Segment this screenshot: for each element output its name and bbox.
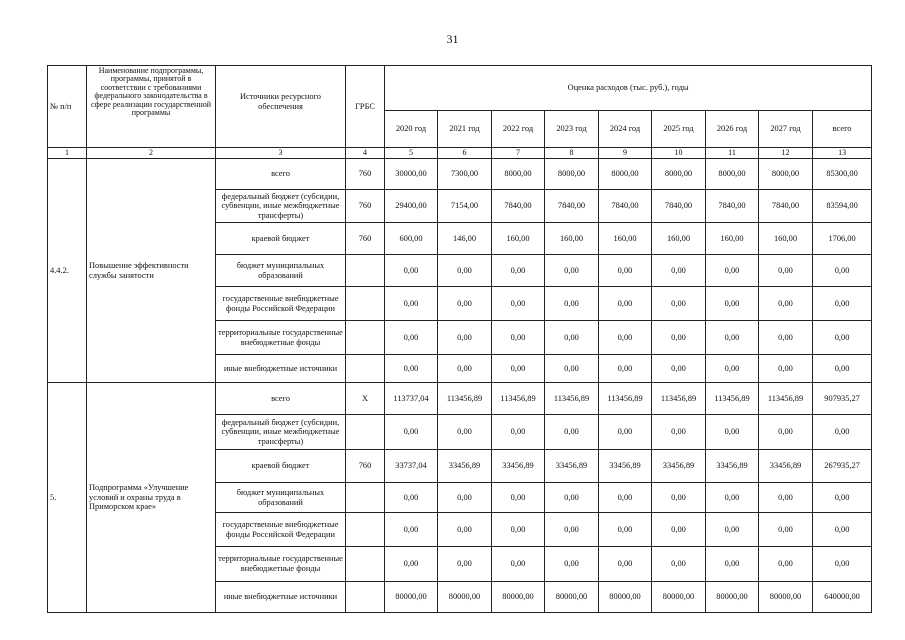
grbs-code: X xyxy=(346,383,385,415)
total-cell: 0,00 xyxy=(813,415,872,450)
expense-cell: 0,00 xyxy=(706,355,759,383)
header-year: 2025 год xyxy=(652,111,706,148)
expense-cell: 0,00 xyxy=(599,547,652,582)
expense-cell: 80000,00 xyxy=(759,582,813,613)
total-cell: 267935,27 xyxy=(813,450,872,483)
expense-cell: 0,00 xyxy=(385,415,438,450)
expense-cell: 80000,00 xyxy=(492,582,545,613)
total-cell: 640000,00 xyxy=(813,582,872,613)
expense-cell: 160,00 xyxy=(545,223,599,255)
funding-source: федеральный бюджет (субсидии, субвенции, иные межбюджетные трансферты) xyxy=(216,190,346,223)
expense-cell: 160,00 xyxy=(599,223,652,255)
expense-cell: 29400,00 xyxy=(385,190,438,223)
grbs-code xyxy=(346,255,385,287)
header-year: 2024 год xyxy=(599,111,652,148)
expense-cell: 33456,89 xyxy=(706,450,759,483)
expense-cell: 8000,00 xyxy=(545,159,599,190)
expense-cell: 7154,00 xyxy=(438,190,492,223)
funding-source: иные внебюджетные источники xyxy=(216,355,346,383)
expense-cell: 0,00 xyxy=(385,513,438,547)
header-year: 2027 год xyxy=(759,111,813,148)
column-number: 3 xyxy=(216,148,346,159)
expense-cell: 33456,89 xyxy=(652,450,706,483)
total-cell: 0,00 xyxy=(813,255,872,287)
expense-cell: 0,00 xyxy=(599,415,652,450)
grbs-code xyxy=(346,415,385,450)
grbs-code: 760 xyxy=(346,190,385,223)
funding-source: бюджет муниципальных образований xyxy=(216,483,346,513)
grbs-code: 760 xyxy=(346,450,385,483)
row-number: 4.4.2. xyxy=(48,159,87,383)
expense-cell: 0,00 xyxy=(652,547,706,582)
expense-cell: 0,00 xyxy=(492,255,545,287)
expense-cell: 0,00 xyxy=(652,513,706,547)
expense-cell: 0,00 xyxy=(599,287,652,321)
column-number: 4 xyxy=(346,148,385,159)
expense-cell: 0,00 xyxy=(652,255,706,287)
total-cell: 85300,00 xyxy=(813,159,872,190)
page-number: 31 xyxy=(446,32,459,46)
expense-cell: 33737,04 xyxy=(385,450,438,483)
expense-cell: 0,00 xyxy=(545,287,599,321)
expense-cell: 7840,00 xyxy=(759,190,813,223)
expense-cell: 0,00 xyxy=(545,483,599,513)
total-cell: 907935,27 xyxy=(813,383,872,415)
expense-cell: 33456,89 xyxy=(599,450,652,483)
expense-cell: 33456,89 xyxy=(759,450,813,483)
row-number: 5. xyxy=(48,383,87,613)
expense-cell: 0,00 xyxy=(545,547,599,582)
expense-cell: 0,00 xyxy=(759,255,813,287)
column-number: 8 xyxy=(545,148,599,159)
expense-cell: 0,00 xyxy=(652,483,706,513)
table-row xyxy=(48,383,872,415)
total-cell: 0,00 xyxy=(813,483,872,513)
expense-cell: 7840,00 xyxy=(706,190,759,223)
expense-cell: 0,00 xyxy=(706,513,759,547)
program-name: Подпрограмма «Улучшение условий и охраны труда в Приморском крае» xyxy=(87,383,216,613)
funding-source: территориальные государственные внебюджетные фонды xyxy=(216,321,346,355)
expense-cell: 160,00 xyxy=(706,223,759,255)
header-year: 2021 год xyxy=(438,111,492,148)
expense-cell: 0,00 xyxy=(759,355,813,383)
column-number: 13 xyxy=(813,148,872,159)
expense-cell: 33456,89 xyxy=(492,450,545,483)
expense-cell: 160,00 xyxy=(492,223,545,255)
expense-cell: 0,00 xyxy=(599,255,652,287)
expense-cell: 0,00 xyxy=(492,287,545,321)
expense-cell: 0,00 xyxy=(545,513,599,547)
expense-cell: 7840,00 xyxy=(652,190,706,223)
expense-cell: 80000,00 xyxy=(385,582,438,613)
expense-cell: 0,00 xyxy=(545,321,599,355)
expense-cell: 0,00 xyxy=(759,287,813,321)
expense-cell: 0,00 xyxy=(545,355,599,383)
funding-source: бюджет муниципальных образований xyxy=(216,255,346,287)
total-cell: 0,00 xyxy=(813,513,872,547)
expense-cell: 0,00 xyxy=(438,287,492,321)
column-number: 11 xyxy=(706,148,759,159)
expense-cell: 0,00 xyxy=(599,483,652,513)
expense-cell: 0,00 xyxy=(438,513,492,547)
funding-source: всего xyxy=(216,383,346,415)
expense-cell: 113456,89 xyxy=(545,383,599,415)
column-number: 2 xyxy=(87,148,216,159)
total-cell: 0,00 xyxy=(813,355,872,383)
column-number: 5 xyxy=(385,148,438,159)
expense-cell: 0,00 xyxy=(599,355,652,383)
grbs-code xyxy=(346,582,385,613)
expense-cell: 0,00 xyxy=(545,415,599,450)
expense-cell: 0,00 xyxy=(438,415,492,450)
expense-cell: 0,00 xyxy=(759,483,813,513)
total-cell: 0,00 xyxy=(813,547,872,582)
expense-cell: 80000,00 xyxy=(438,582,492,613)
expense-cell: 0,00 xyxy=(385,483,438,513)
expense-cell: 8000,00 xyxy=(759,159,813,190)
table-body xyxy=(48,159,872,613)
expense-cell: 33456,89 xyxy=(545,450,599,483)
table-row xyxy=(48,159,872,190)
expense-cell: 160,00 xyxy=(652,223,706,255)
expense-cell: 0,00 xyxy=(438,321,492,355)
expense-cell: 0,00 xyxy=(706,547,759,582)
grbs-code xyxy=(346,321,385,355)
expense-cell: 0,00 xyxy=(492,483,545,513)
header-program-name: Наименование подпрограммы, программы, принятой в соответствии с требованиями федерального законодательства в сфере реализации государственной программы xyxy=(87,66,216,148)
grbs-code xyxy=(346,513,385,547)
expense-cell: 0,00 xyxy=(438,355,492,383)
expense-cell: 0,00 xyxy=(706,321,759,355)
expense-cell: 0,00 xyxy=(492,513,545,547)
total-cell: 0,00 xyxy=(813,321,872,355)
total-cell: 1706,00 xyxy=(813,223,872,255)
expense-cell: 113456,89 xyxy=(438,383,492,415)
expense-cell: 0,00 xyxy=(759,415,813,450)
expense-cell: 8000,00 xyxy=(652,159,706,190)
expense-cell: 113456,89 xyxy=(599,383,652,415)
grbs-code: 760 xyxy=(346,159,385,190)
expense-cell: 0,00 xyxy=(706,255,759,287)
expense-cell: 146,00 xyxy=(438,223,492,255)
expense-cell: 0,00 xyxy=(385,321,438,355)
expense-cell: 8000,00 xyxy=(599,159,652,190)
expense-cell: 160,00 xyxy=(759,223,813,255)
column-number: 1 xyxy=(48,148,87,159)
expense-cell: 0,00 xyxy=(385,287,438,321)
funding-source: краевой бюджет xyxy=(216,223,346,255)
expense-cell: 0,00 xyxy=(492,321,545,355)
expense-cell: 0,00 xyxy=(385,355,438,383)
expense-cell: 0,00 xyxy=(385,547,438,582)
expense-cell: 80000,00 xyxy=(545,582,599,613)
expense-cell: 0,00 xyxy=(492,415,545,450)
column-number-row xyxy=(48,148,872,159)
grbs-code xyxy=(346,483,385,513)
expense-cell: 0,00 xyxy=(759,547,813,582)
column-number: 12 xyxy=(759,148,813,159)
expense-cell: 7840,00 xyxy=(599,190,652,223)
funding-source: государственные внебюджетные фонды Российской Федерации xyxy=(216,287,346,321)
expense-cell: 113456,89 xyxy=(652,383,706,415)
expense-cell: 8000,00 xyxy=(492,159,545,190)
column-number: 6 xyxy=(438,148,492,159)
expense-cell: 80000,00 xyxy=(706,582,759,613)
funding-source: краевой бюджет xyxy=(216,450,346,483)
expense-cell: 0,00 xyxy=(652,287,706,321)
header-source: Источники ресурсного обеспечения xyxy=(216,66,346,148)
expense-cell: 0,00 xyxy=(706,483,759,513)
column-number: 7 xyxy=(492,148,545,159)
expense-cell: 0,00 xyxy=(706,415,759,450)
grbs-code xyxy=(346,287,385,321)
grbs-code xyxy=(346,355,385,383)
expense-cell: 0,00 xyxy=(492,355,545,383)
expense-cell: 0,00 xyxy=(545,255,599,287)
header-year: 2023 год xyxy=(545,111,599,148)
funding-source: федеральный бюджет (субсидии, субвенции, иные межбюджетные трансферты) xyxy=(216,415,346,450)
header-total: всего xyxy=(813,111,872,148)
expense-cell: 0,00 xyxy=(759,321,813,355)
funding-source: территориальные государственные внебюджетные фонды xyxy=(216,547,346,582)
header-year: 2022 год xyxy=(492,111,545,148)
expense-cell: 0,00 xyxy=(652,415,706,450)
expense-cell: 0,00 xyxy=(652,355,706,383)
grbs-code xyxy=(346,547,385,582)
expense-cell: 7300,00 xyxy=(438,159,492,190)
expense-cell: 8000,00 xyxy=(706,159,759,190)
column-number: 10 xyxy=(652,148,706,159)
expense-cell: 0,00 xyxy=(385,255,438,287)
expense-cell: 0,00 xyxy=(706,287,759,321)
header-year: 2020 год xyxy=(385,111,438,148)
expense-cell: 0,00 xyxy=(599,321,652,355)
header-npp: № п/п xyxy=(48,66,87,148)
funding-source: государственные внебюджетные фонды Российской Федерации xyxy=(216,513,346,547)
header-year: 2026 год xyxy=(706,111,759,148)
expense-cell: 113456,89 xyxy=(759,383,813,415)
expense-cell: 113456,89 xyxy=(706,383,759,415)
expense-cell: 600,00 xyxy=(385,223,438,255)
expense-cell: 33456,89 xyxy=(438,450,492,483)
header-row xyxy=(48,66,872,111)
expense-cell: 113737,04 xyxy=(385,383,438,415)
funding-source: иные внебюджетные источники xyxy=(216,582,346,613)
expense-cell: 80000,00 xyxy=(599,582,652,613)
expense-cell: 0,00 xyxy=(438,255,492,287)
funding-source: всего xyxy=(216,159,346,190)
header-grbs: ГРБС xyxy=(346,66,385,148)
column-number: 9 xyxy=(599,148,652,159)
budget-table xyxy=(47,65,872,613)
expense-cell: 0,00 xyxy=(599,513,652,547)
header-estimate: Оценка расходов (тыс. руб.), годы xyxy=(385,66,872,111)
expense-cell: 0,00 xyxy=(492,547,545,582)
expense-cell: 0,00 xyxy=(759,513,813,547)
expense-cell: 80000,00 xyxy=(652,582,706,613)
total-cell: 0,00 xyxy=(813,287,872,321)
expense-cell: 7840,00 xyxy=(492,190,545,223)
expense-cell: 0,00 xyxy=(652,321,706,355)
expense-cell: 30000,00 xyxy=(385,159,438,190)
expense-cell: 7840,00 xyxy=(545,190,599,223)
total-cell: 83594,00 xyxy=(813,190,872,223)
expense-cell: 113456,89 xyxy=(492,383,545,415)
expense-cell: 0,00 xyxy=(438,547,492,582)
grbs-code: 760 xyxy=(346,223,385,255)
expense-cell: 0,00 xyxy=(438,483,492,513)
program-name: Повышение эффективности службы занятости xyxy=(87,159,216,383)
